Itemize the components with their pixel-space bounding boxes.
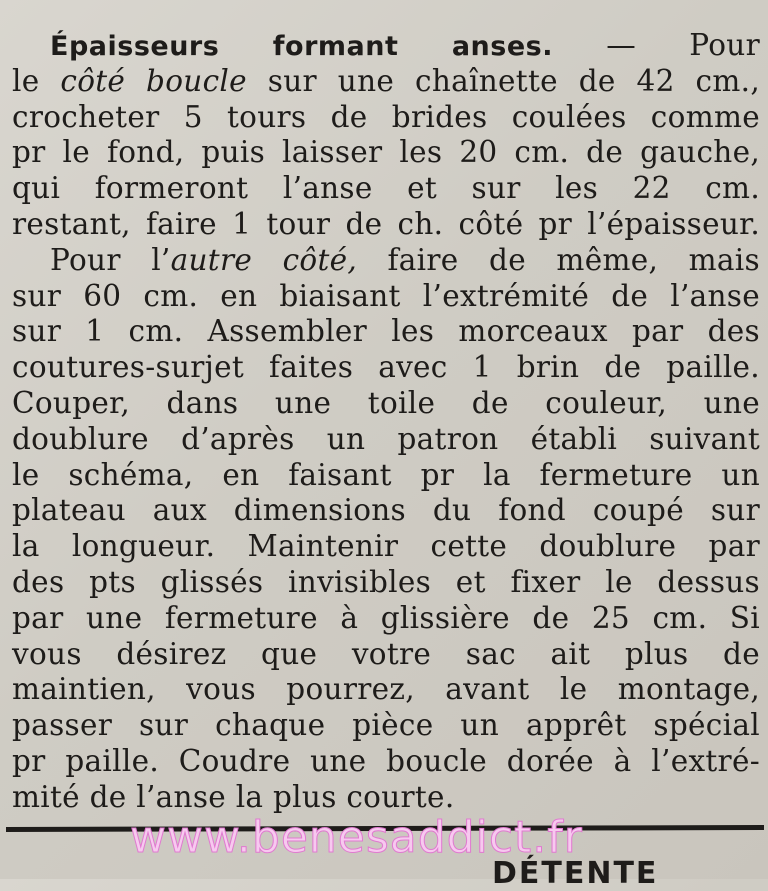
italic-term: côté boucle bbox=[60, 63, 247, 98]
article-line bbox=[12, 28, 760, 64]
article-line: la longueur. Maintenir cette doublure par bbox=[12, 529, 760, 564]
article-line: crocheter 5 tours de brides coulées comme bbox=[12, 99, 760, 134]
line-text: le bbox=[12, 63, 61, 98]
article-line: coutures-surjet faites avec 1 brin de paille. bbox=[12, 350, 760, 385]
article-line bbox=[12, 64, 760, 100]
article-line: sur 60 cm. en biaisant l’extrémité de l’anse bbox=[12, 278, 760, 313]
article-line: passer sur chaque pièce un apprêt spécial bbox=[12, 708, 760, 743]
line-text: faire de même, mais bbox=[357, 242, 760, 277]
article-body bbox=[12, 28, 760, 816]
section-title: Épaisseurs formant anses. bbox=[50, 31, 553, 62]
article-line: pr paille. Coudre une boucle dorée à l’extré- bbox=[12, 743, 760, 778]
line-text: sur une chaînette de 42 cm., bbox=[246, 63, 760, 98]
article-line: Couper, dans une toile de couleur, une bbox=[12, 385, 760, 420]
article-line: maintien, vous pourrez, avant le montage, bbox=[12, 672, 760, 707]
italic-term: autre côté, bbox=[170, 242, 358, 277]
article-line: qui formeront l’anse et sur les 22 cm. bbox=[12, 171, 760, 206]
article-line: pr le fond, puis laisser les 20 cm. de gauche, bbox=[12, 135, 760, 170]
article-line: sur 1 cm. Assembler les morceaux par des bbox=[12, 314, 760, 349]
article-line: restant, faire 1 tour de ch. côté pr l’épaisseur. bbox=[12, 206, 760, 241]
article-line: par une fermeture à glissière de 25 cm. Si bbox=[12, 600, 760, 635]
article-line: le schéma, en faisant pr la fermeture un bbox=[12, 457, 760, 492]
article-line bbox=[12, 243, 760, 279]
line-text: Pour l’ bbox=[50, 242, 171, 277]
line-text: — Pour bbox=[553, 28, 761, 62]
next-section-heading: DÉTENTE bbox=[492, 856, 659, 891]
article-line: plateau aux dimensions du fond coupé sur bbox=[12, 493, 760, 528]
article-line: mité de l’anse la plus courte. bbox=[12, 779, 455, 814]
article-line: vous désirez que votre sac ait plus de bbox=[12, 636, 760, 671]
article-line: des pts glissés invisibles et fixer le dessus bbox=[12, 564, 760, 599]
article-line: doublure d’après un patron établi suivant bbox=[12, 421, 760, 456]
watermark: www.benesaddict.fr bbox=[130, 812, 583, 863]
